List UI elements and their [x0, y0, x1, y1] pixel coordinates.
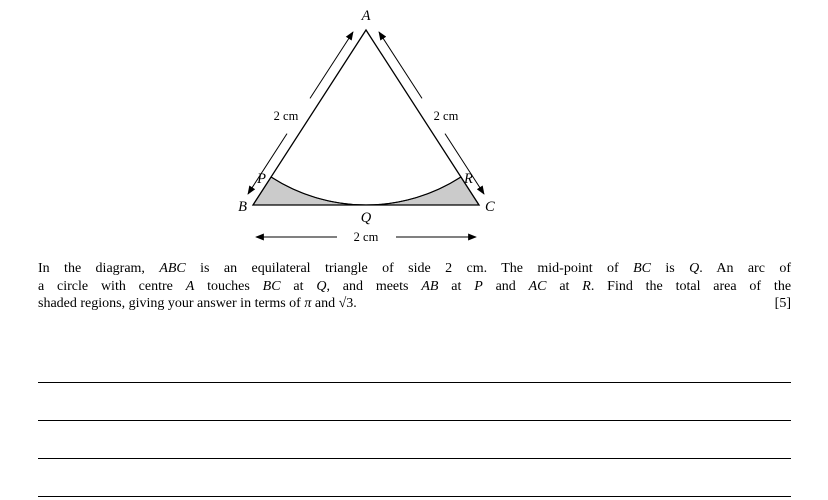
shaded-region-left: [253, 177, 366, 205]
label-R: R: [464, 171, 473, 187]
dimension-label-base: 2 cm: [353, 230, 379, 244]
question-text: [38, 260, 791, 313]
dimension-label-left: 2 cm: [273, 109, 299, 123]
label-P: P: [257, 171, 266, 187]
answer-area: [38, 345, 791, 497]
answer-line-1: [38, 345, 791, 383]
dimension-line-right-upper: [379, 32, 422, 98]
answer-line-4: [38, 459, 791, 497]
dimension-line-left-upper: [310, 32, 353, 98]
dimension-label-right: 2 cm: [433, 109, 459, 123]
answer-line-3: [38, 421, 791, 459]
shaded-region-right: [366, 177, 479, 205]
question-line-2: a circle with centre A touches BC at Q, and meets AB at P and AC at R. Find the total area of the: [38, 278, 792, 294]
question-line-3: shaded regions, giving your answer in terms of π and √3.: [38, 296, 357, 311]
label-Q: Q: [360, 210, 372, 226]
label-B: B: [238, 199, 247, 215]
question-line-1: In the diagram, ABC is an equilateral triangle of side 2 cm. The mid-point of BC is Q. An arc of: [38, 261, 791, 276]
answer-line-2: [38, 383, 791, 421]
label-A: A: [361, 8, 371, 24]
label-C: C: [485, 199, 495, 215]
marks-label: [5]: [774, 296, 791, 311]
